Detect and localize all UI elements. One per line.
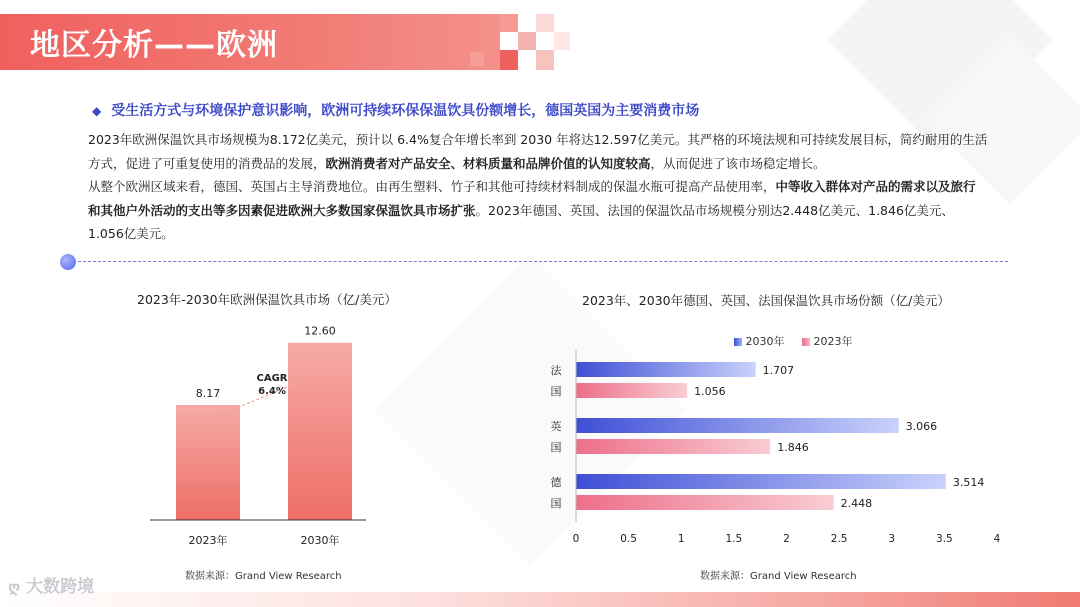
chart1-source: 数据来源：Grand View Research: [185, 571, 342, 582]
para2-text-c: 。2023年德国、英国、法国的保温饮品市场规模分别达2.448亿美元、1.846亿美元、1.056亿美元。: [88, 202, 954, 241]
para2-text-a: 从整个欧洲区域来看，德国、英国占主导消费地位。由再生塑料、竹子和其他可持续材料制成的保温水瓶可提高产品使用率，: [88, 179, 776, 194]
chart2-tick-label: 2.5: [830, 533, 848, 545]
chart2-svg: [540, 350, 1040, 550]
chart2-bar: [576, 439, 770, 454]
chart2-value-label: 1.846: [777, 441, 809, 454]
logo-text: 大数跨境: [26, 577, 95, 597]
chart2-bar: [576, 495, 834, 510]
chart2-value-label: 3.514: [952, 476, 985, 489]
chart2-category-label: 国: [550, 385, 562, 398]
chart2-value-label: 2.448: [840, 497, 873, 510]
chart2-bar: [576, 383, 687, 398]
chart2-category-label: 英: [550, 420, 562, 433]
chart2-bar: [576, 474, 946, 489]
legend-item-2030: [734, 335, 788, 348]
para1-text-c: ，从而促进了该市场稳定增长。: [650, 155, 826, 171]
chart2-value-label: 1.056: [694, 385, 726, 398]
chart2-value-label: 3.066: [905, 420, 938, 433]
chart2-legend: [734, 330, 853, 349]
para1-text-a: 2023年欧洲保温饮具市场规模为8.172亿美元，预计以 6.4%复合年增长率到 2030 年将达12.597亿美元。其严格的环境法规和可持续发展目标，简约耐用的生活方式，促进了可重复使用的消费品的发展，: [88, 132, 988, 171]
chart1-bar: [176, 405, 240, 520]
cagr-label: CAGR: [256, 372, 288, 384]
summary-paragraph-2: [88, 175, 988, 246]
para2-text-bold: 中等收入群体对产品的需求以及旅行和其他户外活动的支出等多因素促进欧洲大多数国家保温饮具市场扩张: [88, 179, 976, 218]
legend-item-2023: [802, 335, 853, 348]
section-divider: [78, 261, 1008, 262]
page-title: 地区分析——欧洲: [30, 28, 278, 63]
chart1-svg: [140, 320, 400, 555]
chart1-category-label: 2030年: [300, 534, 340, 547]
chart2-bar: [576, 362, 756, 377]
chart2-tick-label: 4: [993, 533, 1001, 545]
chart2-tick-label: 1.5: [725, 533, 743, 545]
chart1-bar: [288, 343, 352, 520]
chart2-tick-label: 3: [888, 533, 896, 545]
divider-dot-icon: [60, 254, 76, 270]
chart2-category-label: 国: [550, 441, 562, 454]
chart2-tick-label: 3.5: [936, 533, 953, 545]
chart2-tick-label: 2: [783, 533, 790, 545]
chart1-value-label: 12.60: [304, 324, 336, 338]
legend-label-2023: 2023年: [813, 335, 853, 348]
chart2-title: 2023年、2030年德国、英国、法国保温饮具市场份额（亿/美元）: [582, 293, 950, 308]
headline-text: 受生活方式与环境保护意识影响，欧洲可持续环保保温饮具份额增长，德国英国为主要消费市场: [111, 103, 700, 119]
chart1-category-label: 2023年: [188, 534, 228, 547]
footer-gradient-bar: [0, 592, 1080, 607]
chart2-category-label: 德: [550, 476, 562, 489]
chart2-tick-label: 0.5: [620, 533, 637, 545]
para1-text-bold: 欧洲消费者对产品安全、材料质量和品牌价值的认知度较高: [325, 155, 651, 171]
chart2-category-label: 法: [550, 364, 562, 377]
summary-headline: [92, 100, 699, 120]
chart1-title: 2023年-2030年欧洲保温饮具市场（亿/美元）: [137, 292, 397, 307]
cagr-value: 6.4%: [258, 385, 286, 397]
chart2-tick-label: 1: [677, 533, 685, 545]
brand-logo: [8, 572, 94, 597]
logo-icon: ღ: [8, 578, 21, 596]
chart2-value-label: 1.707: [762, 364, 795, 377]
chart2-bar: [576, 418, 899, 433]
chart2-source: 数据来源：Grand View Research: [700, 571, 857, 582]
legend-swatch-2023: [802, 338, 810, 346]
chart2-tick-label: 0: [572, 533, 580, 545]
legend-swatch-2030: [734, 338, 742, 346]
diamond-bullet-icon: ◆: [92, 104, 102, 118]
legend-label-2030: 2030年: [745, 335, 785, 348]
chart2-category-label: 国: [550, 497, 562, 510]
summary-paragraph-1: [88, 128, 988, 175]
chart1-value-label: 8.17: [195, 387, 221, 401]
